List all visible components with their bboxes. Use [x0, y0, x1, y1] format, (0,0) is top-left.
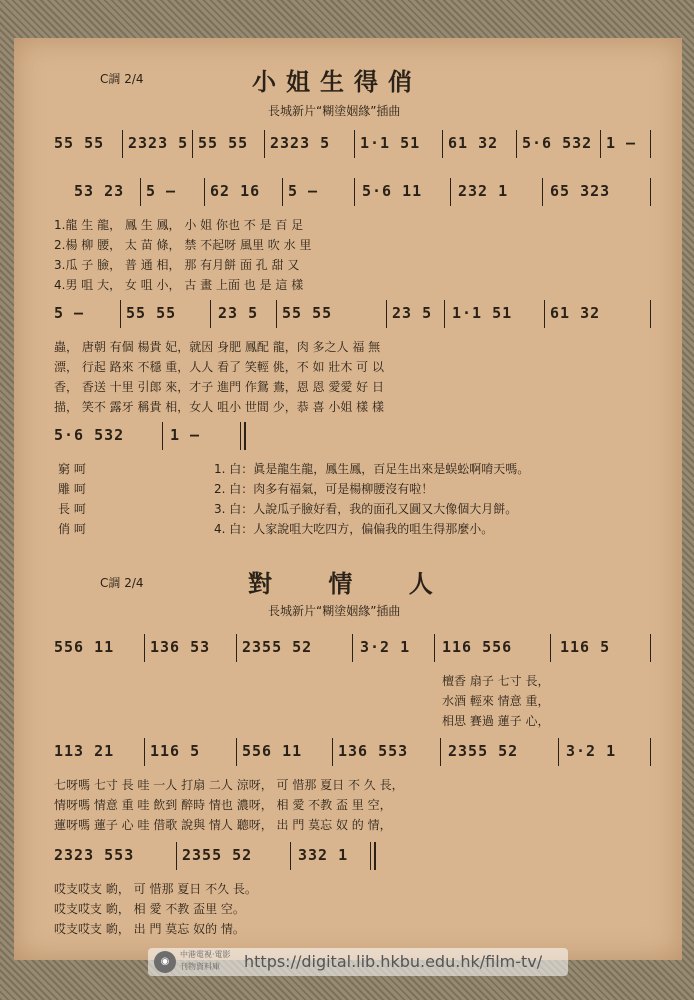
- measure: 61 32: [550, 304, 601, 322]
- measure: 53 23: [74, 182, 125, 200]
- measure: 5·6 11: [362, 182, 423, 200]
- measure: 2355 52: [182, 846, 253, 864]
- measure: 2355 52: [242, 638, 313, 656]
- song2-lyric-line: 檀香 扇子 七寸 長，: [442, 674, 550, 688]
- measure: 3·2 1: [360, 638, 411, 656]
- song2-lyric-line: 情呀嗎 情意 重 哇 飲到 醉時 情也 濃呀， 相 愛 不教 盃 里 空，: [54, 798, 392, 812]
- song1-ending-lyric: 窮 呵: [58, 462, 86, 476]
- measure: 55 55: [54, 134, 105, 152]
- measure: 2323 5: [128, 134, 189, 152]
- measure: 5 —: [54, 304, 85, 322]
- measure: 5·6 532: [54, 426, 125, 444]
- measure: 55 55: [198, 134, 249, 152]
- song1-lyric-line: 4.男 咀 大， 女 咀 小， 古 畫 上面 也 是 這 樣: [54, 278, 304, 292]
- measure: 2323 553: [54, 846, 135, 864]
- song1-dialogue: 4. 白：人家說咀大吃四方，偏偏我的咀生得那麼小。: [214, 522, 494, 536]
- song1-staff-row-2: [14, 178, 682, 208]
- measure: 232 1: [458, 182, 509, 200]
- song2-lyric-line: 七呀嗎 七寸 長 哇 一人 打扇 二人 涼呀， 可 惜那 夏日 不 久 長，: [54, 778, 404, 792]
- song2-lyric-line: 水酒 輕來 情意 重，: [442, 694, 550, 708]
- song1-lyric-line: 1.龍 生 龍， 鳳 生 鳳， 小 姐 你也 不 是 百 足: [54, 218, 304, 232]
- measure: 332 1: [298, 846, 349, 864]
- measure: 556 11: [242, 742, 303, 760]
- song1-ending-lyric: 長 呵: [58, 502, 86, 516]
- measure: 5 —: [146, 182, 177, 200]
- library-logo-icon: ◉: [154, 951, 176, 973]
- measure: 136 553: [338, 742, 409, 760]
- song1-dialogue: 2. 白：肉多有福氣，可是楊柳腰沒有啦！: [214, 482, 434, 496]
- song1-lyric-line: 3.瓜 子 臉， 普 通 相， 那 有月餅 面 孔 甜 又: [54, 258, 300, 272]
- song1-lyric-line: 蟲， 唐朝 有個 楊貴 妃，就因 身肥 鳳配 龍，肉 多之人 福 無: [54, 340, 381, 354]
- song1-ending-lyric: 雕 呵: [58, 482, 86, 496]
- song2-lyric-line: 蓮呀嗎 蓮子 心 哇 借歌 說與 情人 聽呀， 出 門 莫忘 奴 的 情，: [54, 818, 392, 832]
- measure: 65 323: [550, 182, 611, 200]
- song1-staff-row-4: [14, 422, 682, 452]
- watermark-org: 中港電視·電影 刊物資料庫: [180, 950, 231, 971]
- song1-lyric-line: 2.楊 柳 腰， 太 苗 條， 禁 不起呀 風里 吹 水 里: [54, 238, 312, 252]
- measure: 116 5: [150, 742, 201, 760]
- measure: 23 5: [218, 304, 259, 322]
- song2-subtitle: 長城新片“糊塗姻緣”插曲: [268, 604, 401, 618]
- measure: 1 —: [170, 426, 201, 444]
- song2-staff-row-3: [14, 842, 682, 872]
- song1-dialogue: 1. 白：眞是龍生龍，鳳生鳳，百足生出來是蜈蚣啊唷天嗎。: [214, 462, 530, 476]
- watermark-url[interactable]: https://digital.lib.hkbu.edu.hk/film-tv/: [244, 952, 543, 971]
- song1-ending-lyric: 俏 呵: [58, 522, 86, 536]
- measure: 2355 52: [448, 742, 519, 760]
- song1-staff-row-1: [14, 130, 682, 160]
- measure: 3·2 1: [566, 742, 617, 760]
- measure: 23 5: [392, 304, 433, 322]
- measure: 55 55: [282, 304, 333, 322]
- measure: 116 5: [560, 638, 611, 656]
- measure: 5·6 532: [522, 134, 593, 152]
- song2-lyric-line: 哎支哎支 喲， 相 愛 不教 盃里 空。: [54, 902, 245, 916]
- measure: 62 16: [210, 182, 261, 200]
- song2-lyric-line: 哎支哎支 喲， 出 門 莫忘 奴的 情。: [54, 922, 245, 936]
- measure: 556 11: [54, 638, 115, 656]
- song1-dialogue: 3. 白：人說瓜子臉好看，我的面孔又圓又大像個大月餅。: [214, 502, 518, 516]
- measure: 61 32: [448, 134, 499, 152]
- measure: 55 55: [126, 304, 177, 322]
- song2-lyric-line: 哎支哎支 喲， 可 惜那 夏日 不久 長。: [54, 882, 257, 896]
- song1-key: C調 2/4: [100, 72, 144, 86]
- measure: 1·1 51: [360, 134, 421, 152]
- song1-title: 小姐生得俏: [252, 67, 422, 96]
- measure: 116 556: [442, 638, 513, 656]
- song1-lyric-line: 漂， 行起 路來 不穩 重，人人 看了 笑輕 佻，不 如 壯木 可 以: [54, 360, 384, 374]
- measure: 1·1 51: [452, 304, 513, 322]
- measure: 5 —: [288, 182, 319, 200]
- song2-title: 對 情 人: [248, 569, 457, 598]
- measure: 136 53: [150, 638, 211, 656]
- sheet-paper: [14, 38, 682, 960]
- song1-lyric-line: 香， 香送 十里 引郎 來，才子 進門 作鴛 鴦，恩 恩 愛愛 好 日: [54, 380, 384, 394]
- watermark-banner: [148, 948, 568, 976]
- song1-staff-row-3: [14, 300, 682, 330]
- song2-staff-row-2: [14, 738, 682, 768]
- song2-key: C調 2/4: [100, 576, 144, 590]
- song1-subtitle: 長城新片“糊塗姻緣”插曲: [268, 104, 401, 118]
- song2-staff-row-1: [14, 634, 682, 664]
- song1-lyric-line: 描， 笑不 露牙 稱貴 相，女人 咀小 世間 少，恭 喜 小姐 樣 樣: [54, 400, 384, 414]
- measure: 1 —: [606, 134, 637, 152]
- measure: 113 21: [54, 742, 115, 760]
- measure: 2323 5: [270, 134, 331, 152]
- song2-lyric-line: 相思 賽過 蓮子 心，: [442, 714, 550, 728]
